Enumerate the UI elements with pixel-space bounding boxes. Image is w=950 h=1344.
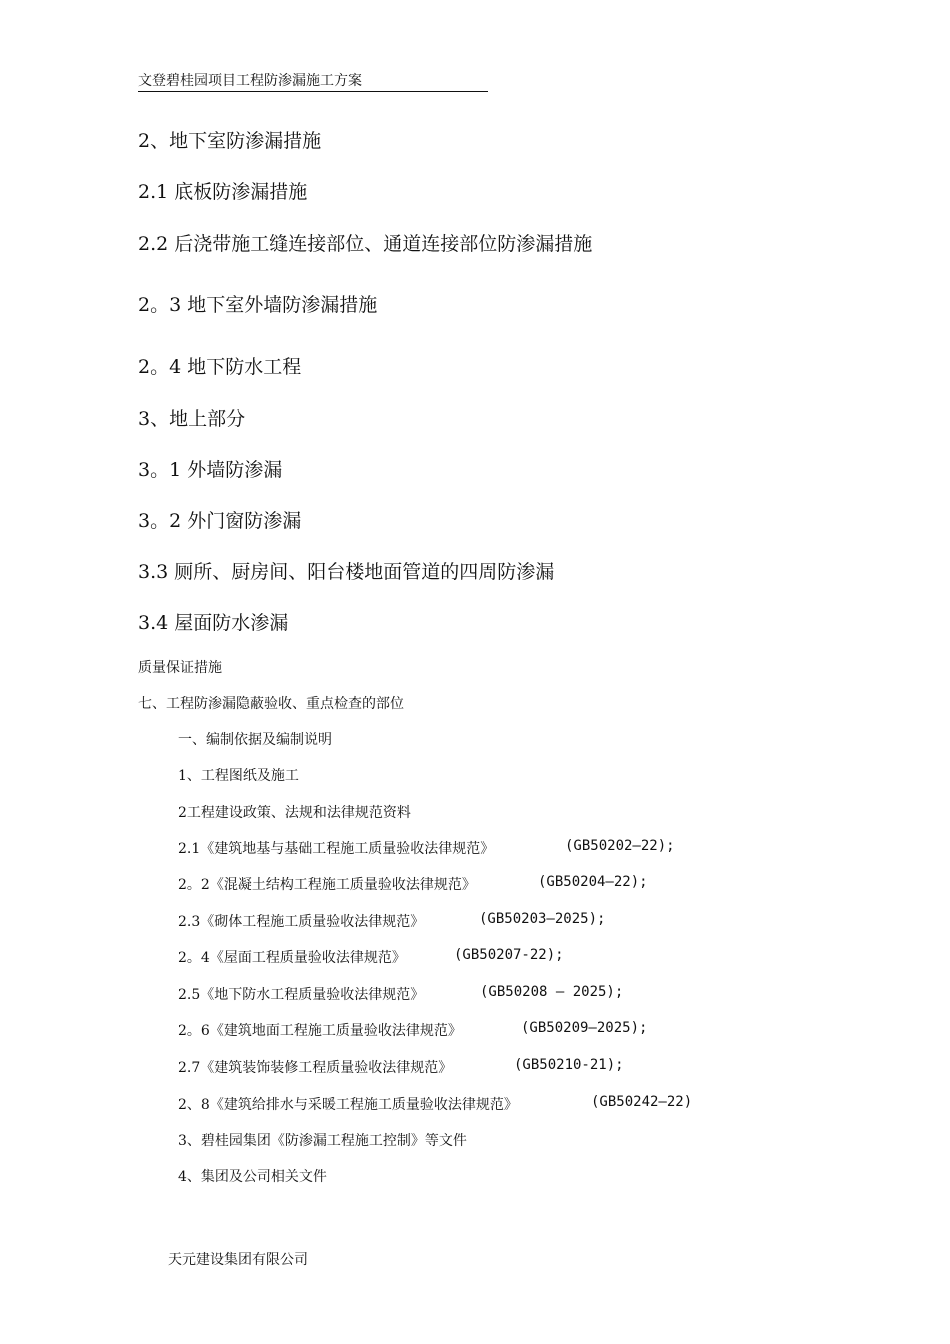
page-header: 文登碧桂园项目工程防渗漏施工方案	[138, 70, 488, 92]
section-heading: 3。2 外门窗防渗漏	[138, 510, 302, 532]
standard-code: (GB50207-22);	[454, 947, 564, 963]
standard-code: (GB50204—22);	[538, 874, 648, 890]
section-heading: 3。1 外墙防渗漏	[138, 459, 283, 481]
section-heading: 3、地上部分	[138, 408, 246, 430]
list-item: 2工程建设政策、法规和法律规范资料	[178, 805, 411, 821]
standard-code: (GB50202—22);	[565, 838, 675, 854]
section-heading: 3.3 厕所、厨房间、阳台楼地面管道的四周防渗漏	[138, 561, 555, 583]
standard-name: 2。4《屋面工程质量验收法律规范》	[178, 950, 406, 966]
list-item: 3、碧桂园集团《防渗漏工程施工控制》等文件	[178, 1133, 467, 1149]
standard-name: 2.7《建筑装饰装修工程质量验收法律规范》	[178, 1060, 453, 1076]
standard-name: 2。2《混凝土结构工程施工质量验收法律规范》	[178, 877, 476, 893]
small-section-heading: 质量保证措施	[138, 660, 222, 676]
section-heading: 2。3 地下室外墙防渗漏措施	[138, 294, 378, 316]
page-footer: 天元建设集团有限公司	[168, 1252, 308, 1268]
section-heading: 3.4 屋面防水渗漏	[138, 612, 289, 634]
section-heading: 2。4 地下防水工程	[138, 356, 302, 378]
small-section-heading: 七、工程防渗漏隐蔽验收、重点检查的部位	[138, 696, 404, 712]
section-heading: 2.1 底板防渗漏措施	[138, 181, 308, 203]
standard-code: (GB50209—2025);	[521, 1020, 648, 1036]
standard-name: 2.1《建筑地基与基础工程施工质量验收法律规范》	[178, 841, 495, 857]
section-heading: 2、地下室防渗漏措施	[138, 130, 322, 152]
standard-name: 2。6《建筑地面工程施工质量验收法律规范》	[178, 1023, 462, 1039]
standard-code: (GB50210-21);	[514, 1057, 624, 1073]
standard-code: (GB50203—2025);	[479, 911, 606, 927]
standard-name: 2.3《砌体工程施工质量验收法律规范》	[178, 914, 425, 930]
standard-code: (GB50242—22)	[591, 1094, 693, 1110]
standard-name: 2.5《地下防水工程质量验收法律规范》	[178, 987, 425, 1003]
section-heading: 2.2 后浇带施工缝连接部位、通道连接部位防渗漏措施	[138, 233, 593, 255]
list-item: 一、编制依据及编制说明	[178, 732, 332, 748]
standard-code: (GB50208 — 2025);	[480, 984, 624, 1000]
list-item: 4、集团及公司相关文件	[178, 1169, 327, 1185]
standard-name: 2、8《建筑给排水与采暖工程施工质量验收法律规范》	[178, 1097, 518, 1113]
list-item: 1、工程图纸及施工	[178, 768, 299, 784]
